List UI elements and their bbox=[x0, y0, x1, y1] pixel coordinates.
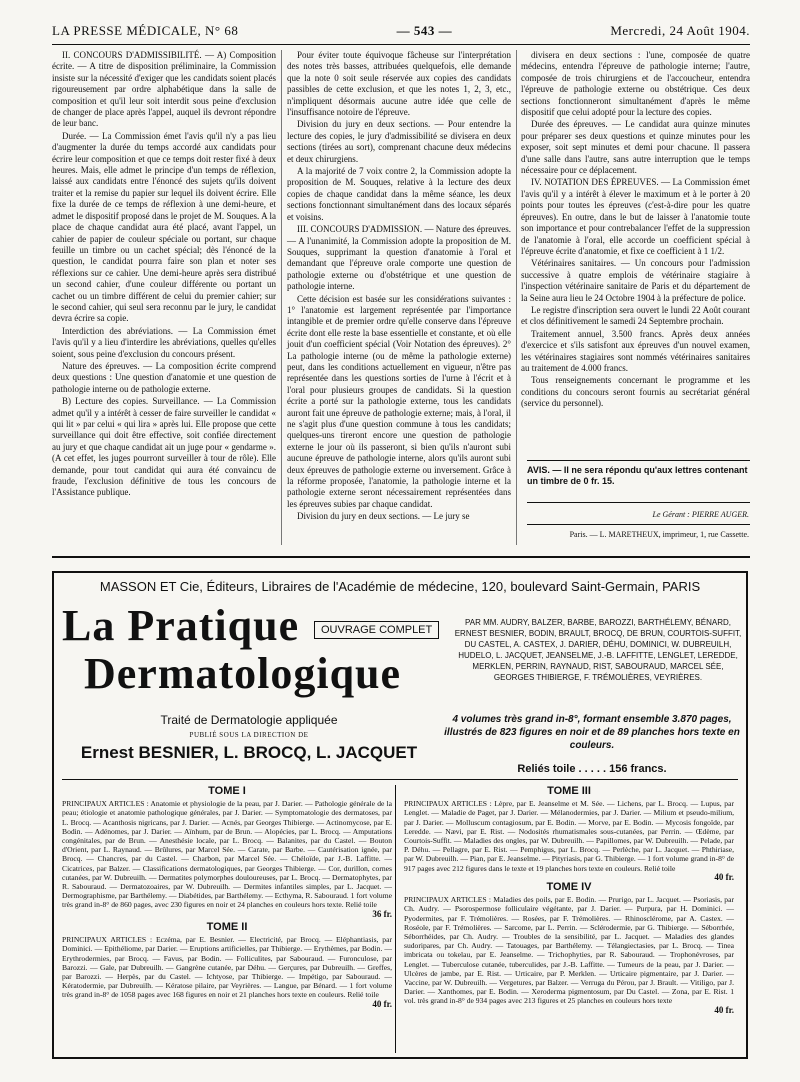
paragraph: Division du jury en deux sections. — Pour entendre la lecture des copies, le jury d'admissibilité se divisera en deux sections (tirées au sort), comprenant chacune deux médecins et deux chirurgiens. bbox=[287, 119, 511, 164]
notice: AVIS. — Il ne sera répondu qu'aux lettres contenant un timbre de 0 fr. 15. bbox=[527, 465, 748, 486]
paragraph: Durée des épreuves. — Le candidat aura quinze minutes pour préparer ses deux questions et quinze minutes pour les exposer, soit sept minutes et demi pour chacune. Il passera d'une salle dans l'autre, sans autre interruption que le temps nécessaire pour ce déplacement. bbox=[521, 119, 750, 176]
paragraph: Tous renseignements concernant le programme et les conditions du concours seront fournis au secrétariat général (service du personnel). bbox=[521, 375, 750, 409]
paragraph: Durée. — La Commission émet l'avis qu'il n'y a pas lieu d'augmenter la durée du temps accordé aux candidats pour écrire leur composition et que ce temps doit rester fixé à deux heures. Mais, elle admet le principe d'un temps de réflexion, laissé aux candidats entre l'énoncé des sujets qu'ils doivent traiter et la remise du papier sur lequel ils doivent écrire. Elle fixe la durée de ce temps de réflexion à une demi-heure, et admet le dispositif proposé dans le projet de M. Souques. A la place de chaque candidat aura été placé, avant l'appel, un cahier de papier de couleur spéciale ou portant, sur chaque feuille un timbre ou un cachet spécial; dès l'énoncé de la question, le candidat pourra faire son plan et noter ses réflexions sur ce cahier. Une demi-heure après sera distribué un second cahier, d'une couleur différente ou portant un cachet ou un timbre différent de celui du premier cahier; sur le second cahier, qui seul sera reconnu par le jury, le candidat devra écrire sa copie. bbox=[52, 130, 276, 324]
volume-title: TOME I bbox=[208, 785, 246, 797]
volume-4 bbox=[404, 883, 734, 1015]
paragraph: A la majorité de 7 voix contre 2, la Commission adopte la proposition de M. Souques, relative à la lecture des deux copies de chaque candidat dans la même séance, les deux sections fonctionnant simultanément dans des locaux séparés et voisins. bbox=[287, 166, 511, 222]
avis-rule bbox=[527, 502, 750, 503]
volume-contents: PRINCIPAUX ARTICLES : Eczéma, par E. Besnier. — Electricité, par Brocq. — Eléphantiasis, par Dominici. — Epithéliome, par Darier. — Eruptions artificielles, par Thibierge. — Erythèmes, par Bodin. — Erythrodermies, par Brocq. — Favus, par Bodin. — Folliculites, par Sabouraud. — Furonculose, par Barozzi. — Gale, par Dubreuilh. — Gangrène cutanée, par Déhu. — Gerçures, par Dubreuilh. — Greffes, par Barozzi. — Herpès, par du Castel. — Ichtyose, par Thibierge. — Impétigo, par Sabouraud. — Kératodermie, par Dubreuilh. — Kératose pilaire, par Veyrières. — Langue, par Bénard. — 1 fort volume très grand in-8° de 1058 pages avec 168 figures en noir et 21 planches hors texte en couleurs. Relié toile bbox=[62, 935, 392, 1000]
paragraph: Traitement annuel, 3.500 francs. Après deux années d'exercice et s'ils satisfont aux épreuves d'un nouvel examen, les vétérinaires stagiaires sont nommés vétérinaires sanitaires au traitement de 4.000 francs. bbox=[521, 328, 750, 373]
column-3 bbox=[521, 50, 750, 411]
book-title-line-1: La Pratique bbox=[62, 601, 300, 650]
printer-line: Paris. — L. MARETHEUX, imprimeur, 1, rue Cassette. bbox=[569, 530, 749, 539]
volume-price: 40 fr. bbox=[714, 871, 734, 882]
paragraph: Interdiction des abréviations. — La Commission émet l'avis qu'il y a lieu d'interdire les abréviations, quelles qu'elles soient, sous peine d'exclusion du concours présent. bbox=[52, 325, 276, 359]
volume-1 bbox=[62, 787, 392, 919]
volume-title: TOME IV bbox=[546, 881, 592, 893]
paragraph: Pour éviter toute équivoque fâcheuse sur l'interprétation des notes très basses, attribuées quelquefois, elle demande que la note 0 soit seule réservée aux copies des candidats passibles de cette exclusion, et que les notes 1, 2, 3, etc., n'impliquent désormais aucune autre idée que celle de l'insuffisance notoire de l'épreuve. bbox=[287, 50, 511, 118]
manager-line: Le Gérant : PIERRE AUGER. bbox=[652, 510, 749, 519]
printer-rule bbox=[527, 524, 750, 525]
book-title-line-2: Dermatologique bbox=[84, 649, 402, 698]
paragraph: Le registre d'inscription sera ouvert le lundi 22 Août courant et clos définitivement le samedi 24 Septembre prochain. bbox=[521, 304, 750, 327]
volume-2 bbox=[62, 923, 392, 1009]
paragraph: Division du jury en deux sections. — Le jury se bbox=[297, 511, 470, 522]
paragraph: Nature des épreuves. — La composition écrite comprend deux questions : Une question d'anatomie et une question de pathologie interne ou de pathologie externe. bbox=[52, 360, 276, 394]
column-2 bbox=[287, 50, 511, 524]
column-divider bbox=[516, 50, 517, 545]
volume-column-divider bbox=[395, 785, 396, 1053]
set-price: Reliés toile . . . . . 156 francs. bbox=[517, 763, 667, 775]
paragraph: Vétérinaires sanitaires. — Un concours pour l'admission successive à quatre emplois de vétérinaire stagiaire à l'inspection vétérinaire sanitaire de Paris et du département de la Seine aura lieu le 24 Octobre 1904 à la préfecture de police. bbox=[521, 258, 750, 303]
editor-names: Ernest BESNIER, L. BROCQ, L. JACQUET bbox=[80, 743, 418, 762]
volume-3 bbox=[404, 787, 734, 882]
column-1 bbox=[52, 50, 276, 500]
column-divider bbox=[281, 50, 282, 545]
complete-work-badge: OUVRAGE COMPLET bbox=[314, 621, 439, 639]
volume-contents: PRINCIPAUX ARTICLES : Anatomie et physiologie de la peau, par J. Darier. — Pathologie générale de la peau; étiologie et anatomie pathologique générales, par J. Darier. — Symptomatologie des dermatoses, par L. Brocq. — Acanthosis nigricans, par J. Darier. — Acnés, par Georges Thibierge. — Actinomycose, par E. Bodin. — Adénomes, par J. Darier. — Aïnhum, par de Brun. — Alopécies, par L. Brocq. — Amputations congénitales, par de Brun. — Anesthésie locale, par L. Brocq. — Balanites, par du Castel. — Bouton d'Orient, par L. Raynaud. — Brûlures, par Marcel Sée. — Carate, par Barbe. — Cautérisation ignée, par Brocq. — Chancres, par du Castel. — Charbon, par Marcel Sée. — Chéloïde, par J.-B. Laffitte. — Cicatrices, par Balzer. — Classifications dermatologiques, par Georges Thibierge. — Cor, durillon, cornes cutanées, par W. Dubreuilh. — Dermatites polymorphes douloureuses, par L. Brocq. — Dermatophytes, par R. Sabouraud. — Dermatozoaires, par W. Dubreuilh. — Dermites infantiles simples, par L. Jacquet. — Dermographisme, par Barthélemy. — Diabétides, par Barthélemy. — Ecthyma, R. Sabouraud. 1 fort volume très grand in-8° de 860 pages, avec 230 figures en noir et 24 planches en couleurs hors texte. Relié toile bbox=[62, 799, 392, 910]
volume-contents: PRINCIPAUX ARTICLES : Lèpre, par E. Jeanselme et M. Sée. — Lichens, par L. Brocq. — Lupus, par Lenglet. — Maladie de Paget, par J. Darier. — Mélanodermies, par J. Darier. — Milium et pseudo-milium, par J. Darier. — Molluscum contagiosum, par E. Bodin. — Morve, par E. Bodin. — Mycosis fongoïde, par Leredde. — Nævi, par E. Rist. — Nodosités rhumatismales sous-cutanées, par Perrin. — Œdème, par Courtois-Suffit. — Maladies des ongles, par W. Dubreuilh. — Papillomes, par W. Dubreuilh. — Pelade, par P. Déhu. — Pellagre, par E. Rist. — Pemphigus, par L. Brocq. — Perlèche, par L. Jacquet. — Phthiriase, par W. Dubreuilh. — Pian, par E. Jeanselme. — Pityriasis, par G. Thibierge. — 1 fort volume grand in-8° de 917 pages avec 212 figures dans le texte et 19 planches hors texte en couleurs. Relié toile bbox=[404, 799, 734, 873]
volume-title: TOME II bbox=[206, 921, 248, 933]
journal-name: LA PRESSE MÉDICALE, N° 68 bbox=[52, 23, 239, 38]
book-subtitle: Traité de Dermatologie appliquée bbox=[160, 713, 338, 727]
section-rule bbox=[52, 556, 750, 558]
author-list: PAR MM. AUDRY, BALZER, BARBE, BAROZZI, BARTHÉLEMY, BÉNARD, ERNEST BESNIER, BODIN, BRAULT, BROCQ, DE BRUN, COURTOIS-SUFFIT, DU CASTEL, A. CASTEX, J. DARIER, DÉHU, DOMINICI, W. DUBREUILH, HUDELO, L. JACQUET, JEANSELME, J.-B. LAFFITTE, LENGLET, LEREDDE, MERKLEN, PERRIN, RAYNAUD, RIST, SABOURAUD, MARCEL SÉE, GEORGES THIBIERGE, F. TRÉMOLIÈRES, VEYRIÈRES. bbox=[454, 618, 742, 682]
ad-divider bbox=[62, 779, 738, 780]
paragraph: Cette décision est basée sur les considérations suivantes : 1° l'anatomie est largement représentée par l'importance intangible et de premier ordre qu'elle conserve dans l'épreuve écrite dont elle reste la base essentielle et constante, et où elle jouit d'un coefficient spécial (Voir Notation des épreuves). 2° La pathologie interne (ou de même la pathologie externe) peut, dans les conditions actuellement en vigueur, n'être pas représentée dans les questions sorties de l'urne à l'écrit et à l'oral pour plusieurs groupes de candidats. Si la question écrite a porté sur la pathologie externe, tous les candidats auront fait une épreuve de pathologie externe; mais, à l'oral, il ne s'agit plus d'une question commune à tous les candidats; quelques-uns tireront encore une question de pathologie externe le jour où ils passeront, si bien qu'ils n'auront subi aucune épreuve de pathologie interne, alors qu'ils auront subi deux épreuves de pathologie externe ou inversement. Grâce à la réforme proposée, l'anatomie, la pathologie interne et la pathologie externe seront nécessairement représentées dans les épreuves subies par chaque candidat. bbox=[287, 293, 511, 509]
page-header bbox=[52, 20, 750, 42]
volume-contents: PRINCIPAUX ARTICLES : Maladies des poils, par E. Bodin. — Prurigo, par L. Jacquet. — Psoriasis, par Ch. Audry. — Psorospermose folliculaire végétante, par J. Darier. — Purpura, par H. Dominici. — Pyodermites, par F. Trémolières. — Rosées, par F. Trémolières. — Rhinosclérome, par A. Castex. — Roséole, par F. Trémolières. — Sarcome, par L. Perrin. — Sclérodermie, par G. Thibierge. — Séborrhée, Séborrhéides, par Ch. Audry. — Troubles de la sensibilité, par L. Jacquet. — Maladies des glandes sudoripares, par Ch. Audry. — Tatouages, par Barthélemy. — Télangiectasies, par L. Brocq. — Tinea imbricata ou tokelau, par E. Jeanselme. — Trichophyties, par R. Sabouraud. — Trophonévroses, par Lenglet. — Tuberculose cutanée, tuberculides, par J.-B. Laffitte. — Tumeurs de la peau, par J. Darier. — Ulcères de jambe, par E. Rist. — Urticaire, par P. Merklen. — Urticaire pigmentaire, par J. Darier. — Vaccine, par W. Dubreuilh. — Vergetures, par Balzer. — Verruga du Pérou, par J. Brault. — Vitiligo, par J. Darier. — Xanthomes, par E. Bodin. — Xeroderma pigmentosum, par Du Castel. — Zona, par E. Rist. 1 vol. très grand in-8° de 934 pages avec 213 figures et 25 planches en couleurs hors texte bbox=[404, 895, 734, 1006]
publisher-line: MASSON ET Cie, Éditeurs, Libraires de l'Académie de médecine, 120, boulevard Saint-Germain, PARIS bbox=[99, 579, 701, 594]
paragraph: IV. NOTATION DES ÉPREUVES. — La Commission émet l'avis qu'il y a intérêt à élever le maximum et à le porter à 20 points pour toutes les épreuves (c'est-à-dire pour les quatre épreuves). En outre, dans le but de laisser à l'anatomie toute son importance et pour contrebalancer l'effet de la suppression de l'anatomie à l'oral, elle accorde un coefficient spécial à l'épreuve écrite d'anatomie, et fixe ce coefficient à 1 1/2. bbox=[521, 177, 750, 256]
paragraph: II. CONCOURS D'ADMISSIBILITÉ. — A) Composition écrite. — A titre de disposition préliminaire, la Commission insiste sur la nécessité d'exiger que les candidats soient placés rigoureusement par ordre alphabétique dans la salle de composition et qu'il leur soit interdit sous peine d'exclusion de changer de place après l'appel, auquel ils devront répondre de leur banc. bbox=[52, 50, 276, 129]
volume-price: 36 fr. bbox=[372, 908, 392, 919]
paragraph: B) Lecture des copies. Surveillance. — La Commission admet qu'il y a intérêt à cesser de faire surveiller le candidat « qui lit » par celui « qui lira » après lui. Elle propose que cette surveillance qui doit être effective, soit confiée directement au jury et que chaque candidat ait un juge pour « gendarme ». (A cet effet, les juges pourront surveiller à tour de rôle). Elle demande, pour tout candidat qui aura été convaincu de fraude, l'exclusion définitive de tous les concours de l'Assistance publique. bbox=[52, 396, 276, 498]
volume-price: 40 fr. bbox=[372, 998, 392, 1009]
issue-date: Mercredi, 24 Août 1904. bbox=[610, 23, 750, 38]
paragraph: III. CONCOURS D'ADMISSION. — Nature des épreuves. — A l'unanimité, la Commission adopte la proposition de M. Souques, supprimant la question d'anatomie à l'oral et demandant que l'épreuve orale comporte une question de pathologie externe ou d'obstétrique et une question de pathologie interne. bbox=[287, 224, 511, 292]
published-by-label: PUBLIÉ SOUS LA DIRECTION DE bbox=[189, 731, 309, 739]
volume-title: TOME III bbox=[547, 785, 591, 797]
page-number: — 543 — bbox=[396, 23, 453, 38]
avis-rule bbox=[527, 460, 750, 461]
volume-price: 40 fr. bbox=[714, 1004, 734, 1015]
paragraph: divisera en deux sections : l'une, composée de quatre médecins, entendra l'épreuve de pathologie interne; l'autre, composée de trois chirurgiens et de l'accoucheur, entendra l'épreuve de pathologie externe ou obstétrique. Ces deux sections fonctionneront simultanément d'après le même dispositif que celui adopté pour la lecture des copies. bbox=[521, 50, 750, 118]
book-advertisement bbox=[52, 571, 748, 1059]
header-rule bbox=[52, 44, 750, 45]
edition-info: 4 volumes très grand in-8°, formant ensemble 3.870 pages, illustrés de 823 figures en noir et de 89 planches hors texte en couleurs. bbox=[444, 714, 740, 751]
